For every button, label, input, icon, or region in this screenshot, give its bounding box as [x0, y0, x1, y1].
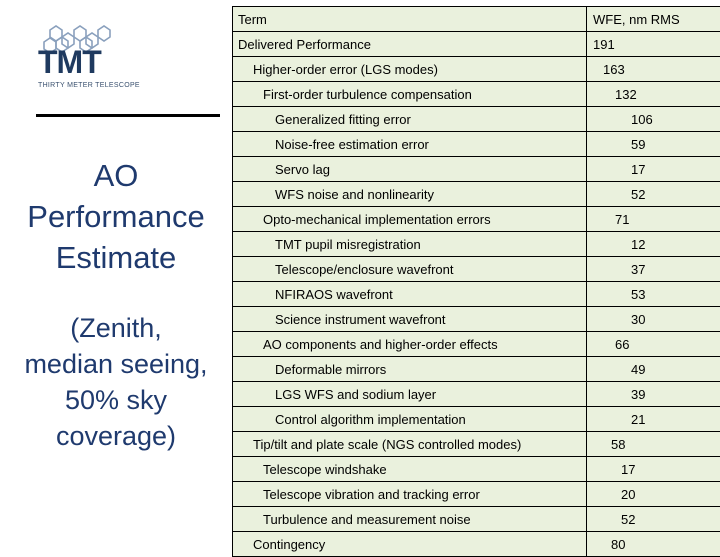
- slide-title: [0, 155, 232, 278]
- row-term: Generalized fitting error: [233, 107, 587, 132]
- table-row: [233, 157, 720, 182]
- row-term: LGS WFS and sodium layer: [233, 382, 587, 407]
- row-term: Contingency: [233, 532, 587, 557]
- row-term: Telescope windshake: [233, 457, 587, 482]
- table-row: [233, 332, 720, 357]
- table-row: [233, 357, 720, 382]
- table-row: [233, 257, 720, 282]
- row-value: 59: [587, 132, 720, 157]
- row-value: 71: [587, 207, 720, 232]
- slide-title-line: Performance: [0, 196, 232, 237]
- row-value: 80: [587, 532, 720, 557]
- row-value: 53: [587, 282, 720, 307]
- row-value: 58: [587, 432, 720, 457]
- row-value: 132: [587, 82, 720, 107]
- table-row: [233, 32, 720, 57]
- table-row: [233, 382, 720, 407]
- logo-wordmark: TMT: [38, 44, 101, 81]
- conditions-note: [0, 310, 232, 454]
- row-term: Servo lag: [233, 157, 587, 182]
- row-value: 12: [587, 232, 720, 257]
- table-row: [233, 307, 720, 332]
- table-row: [233, 532, 720, 557]
- row-value: 17: [587, 457, 720, 482]
- row-value: 106: [587, 107, 720, 132]
- row-value: 30: [587, 307, 720, 332]
- conditions-note-line: median seeing,: [0, 346, 232, 382]
- row-value: 39: [587, 382, 720, 407]
- logo-subtitle: THIRTY METER TELESCOPE: [38, 82, 140, 89]
- row-value: 191: [587, 32, 720, 57]
- row-value: 52: [587, 507, 720, 532]
- table-row: [233, 82, 720, 107]
- row-value: 20: [587, 482, 720, 507]
- wfe-budget-table: [232, 6, 720, 557]
- row-term: Telescope vibration and tracking error: [233, 482, 587, 507]
- row-term: Noise-free estimation error: [233, 132, 587, 157]
- row-value: 163: [587, 57, 720, 82]
- table-row: [233, 182, 720, 207]
- table-row: [233, 282, 720, 307]
- table-row: [233, 207, 720, 232]
- row-term: Higher-order error (LGS modes): [233, 57, 587, 82]
- table-row: [233, 57, 720, 82]
- row-term: Deformable mirrors: [233, 357, 587, 382]
- row-term: Control algorithm implementation: [233, 407, 587, 432]
- header-value: WFE, nm RMS: [587, 7, 720, 32]
- row-value: 17: [587, 157, 720, 182]
- conditions-note-line: 50% sky: [0, 382, 232, 418]
- row-value: 49: [587, 357, 720, 382]
- row-value: 66: [587, 332, 720, 357]
- row-value: 37: [587, 257, 720, 282]
- conditions-note-line: (Zenith,: [0, 310, 232, 346]
- row-term: First-order turbulence compensation: [233, 82, 587, 107]
- row-value: 21: [587, 407, 720, 432]
- table-row: [233, 432, 720, 457]
- divider: [36, 114, 220, 117]
- table-row: [233, 107, 720, 132]
- row-term: Science instrument wavefront: [233, 307, 587, 332]
- row-term: WFS noise and nonlinearity: [233, 182, 587, 207]
- table-row: [233, 232, 720, 257]
- header-term: Term: [233, 7, 587, 32]
- table-header-row: [233, 7, 720, 32]
- slide-title-line: AO: [0, 155, 232, 196]
- row-term: NFIRAOS wavefront: [233, 282, 587, 307]
- table-row: [233, 457, 720, 482]
- row-term: TMT pupil misregistration: [233, 232, 587, 257]
- row-term: AO components and higher-order effects: [233, 332, 587, 357]
- slide-title-line: Estimate: [0, 237, 232, 278]
- row-term: Delivered Performance: [233, 32, 587, 57]
- row-value: 52: [587, 182, 720, 207]
- row-term: Opto-mechanical implementation errors: [233, 207, 587, 232]
- row-term: Telescope/enclosure wavefront: [233, 257, 587, 282]
- table-row: [233, 507, 720, 532]
- table-row: [233, 482, 720, 507]
- conditions-note-line: coverage): [0, 418, 232, 454]
- row-term: Tip/tilt and plate scale (NGS controlled modes): [233, 432, 587, 457]
- table-row: [233, 132, 720, 157]
- row-term: Turbulence and measurement noise: [233, 507, 587, 532]
- table-row: [233, 407, 720, 432]
